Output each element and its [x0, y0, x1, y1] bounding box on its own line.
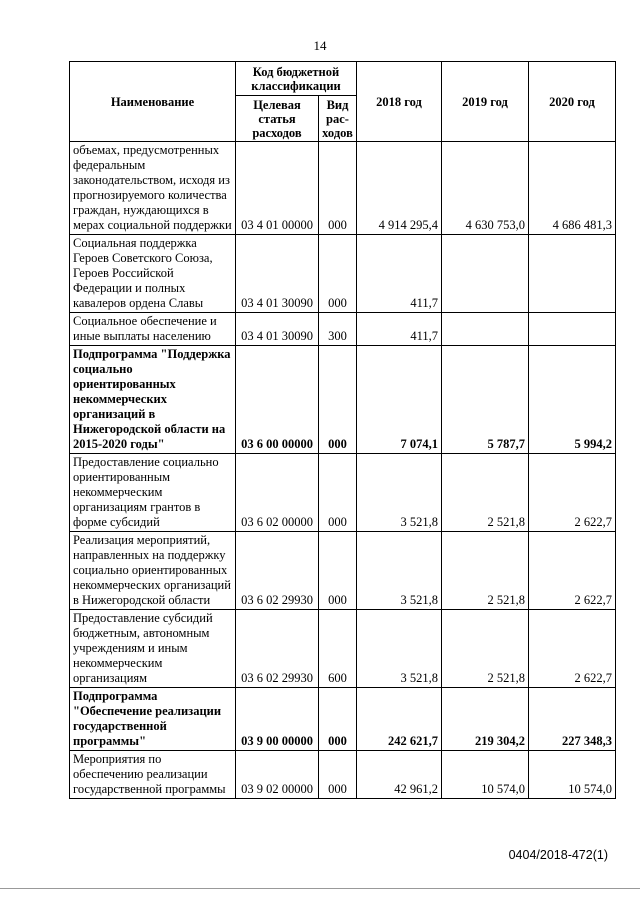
header-name: Наименование	[70, 62, 236, 142]
row-y2020-cell: 2 622,7	[529, 454, 616, 532]
row-vid-cell: 000	[319, 235, 357, 313]
row-name-cell: Социальное обеспечение и иные выплаты населению	[70, 313, 236, 346]
row-y2019-cell: 10 574,0	[442, 751, 529, 799]
row-code-cell: 03 9 02 00000	[236, 751, 319, 799]
row-name-cell: Социальная поддержка Героев Советского Союза, Героев Российской Федерации и полных кавалеров ордена Славы	[70, 235, 236, 313]
row-vid-cell: 600	[319, 610, 357, 688]
row-y2020-cell: 5 994,2	[529, 346, 616, 454]
budget-table	[69, 61, 616, 799]
row-y2020-cell	[529, 313, 616, 346]
table-row	[70, 610, 616, 688]
row-y2019-cell	[442, 235, 529, 313]
header-2019: 2019 год	[442, 62, 529, 142]
table-row	[70, 235, 616, 313]
row-vid-cell: 000	[319, 688, 357, 751]
header-2018: 2018 год	[357, 62, 442, 142]
row-name-cell: Реализация мероприятий, направленных на поддержку социально ориентированных некоммерческих организаций в Нижегородской области	[70, 532, 236, 610]
row-y2019-cell: 219 304,2	[442, 688, 529, 751]
row-vid-cell: 000	[319, 346, 357, 454]
row-y2020-cell	[529, 235, 616, 313]
row-y2018-cell: 3 521,8	[357, 610, 442, 688]
row-y2018-cell: 42 961,2	[357, 751, 442, 799]
header-target: Целевая статья расходов	[236, 96, 319, 142]
document-number: 0404/2018-472(1)	[508, 848, 608, 862]
row-vid-cell: 000	[319, 142, 357, 235]
table-row	[70, 688, 616, 751]
row-vid-cell: 000	[319, 532, 357, 610]
row-y2019-cell: 2 521,8	[442, 532, 529, 610]
header-vid: Вид рас-ходов	[319, 96, 357, 142]
row-code-cell: 03 4 01 00000	[236, 142, 319, 235]
row-name-cell: Предоставление социально ориентированным некоммерческим организациям грантов в форме субсидий	[70, 454, 236, 532]
table-row	[70, 142, 616, 235]
row-name-cell: Предоставление субсидий бюджетным, автономным учреждениям и иным некоммерческим организациям	[70, 610, 236, 688]
row-y2019-cell	[442, 313, 529, 346]
table-body	[70, 142, 616, 799]
row-y2018-cell: 3 521,8	[357, 454, 442, 532]
table-row	[70, 751, 616, 799]
header-2020: 2020 год	[529, 62, 616, 142]
row-code-cell: 03 6 02 29930	[236, 532, 319, 610]
row-y2020-cell: 227 348,3	[529, 688, 616, 751]
table-row	[70, 313, 616, 346]
row-y2019-cell: 2 521,8	[442, 454, 529, 532]
row-y2019-cell: 4 630 753,0	[442, 142, 529, 235]
row-y2018-cell: 411,7	[357, 235, 442, 313]
row-vid-cell: 300	[319, 313, 357, 346]
table-row	[70, 454, 616, 532]
row-vid-cell: 000	[319, 751, 357, 799]
row-code-cell: 03 4 01 30090	[236, 313, 319, 346]
row-code-cell: 03 6 02 00000	[236, 454, 319, 532]
row-y2018-cell: 411,7	[357, 313, 442, 346]
row-y2019-cell: 2 521,8	[442, 610, 529, 688]
row-y2018-cell: 3 521,8	[357, 532, 442, 610]
page-number: 14	[313, 38, 327, 53]
table-row	[70, 532, 616, 610]
row-y2018-cell: 242 621,7	[357, 688, 442, 751]
table-row	[70, 346, 616, 454]
row-code-cell: 03 6 00 00000	[236, 346, 319, 454]
row-code-cell: 03 6 02 29930	[236, 610, 319, 688]
row-y2018-cell: 7 074,1	[357, 346, 442, 454]
header-kbk-group: Код бюджетной классификации	[236, 62, 357, 96]
row-vid-cell: 000	[319, 454, 357, 532]
row-code-cell: 03 9 00 00000	[236, 688, 319, 751]
row-name-cell: объемах, предусмотренных федеральным законодательством, исходя из прогнозируемого количества граждан, нуждающихся в мерах социальной поддержки	[70, 142, 236, 235]
row-name-cell: Подпрограмма "Поддержка социально ориентированных некоммерческих организаций в Нижегородской области на 2015-2020 годы"	[70, 346, 236, 454]
page-bottom-divider	[0, 888, 640, 889]
row-y2020-cell: 2 622,7	[529, 610, 616, 688]
row-name-cell: Подпрограмма "Обеспечение реализации государственной программы"	[70, 688, 236, 751]
row-y2020-cell: 10 574,0	[529, 751, 616, 799]
row-y2020-cell: 2 622,7	[529, 532, 616, 610]
row-y2018-cell: 4 914 295,4	[357, 142, 442, 235]
row-y2019-cell: 5 787,7	[442, 346, 529, 454]
row-name-cell: Мероприятия по обеспечению реализации государственной программы	[70, 751, 236, 799]
row-code-cell: 03 4 01 30090	[236, 235, 319, 313]
row-y2020-cell: 4 686 481,3	[529, 142, 616, 235]
